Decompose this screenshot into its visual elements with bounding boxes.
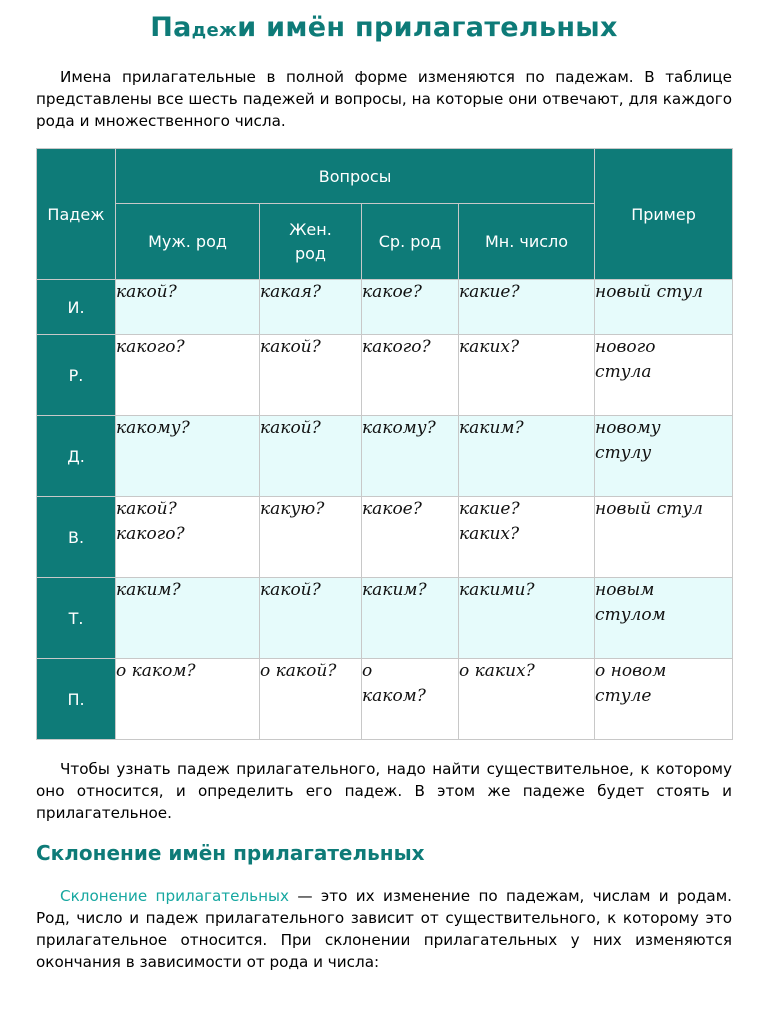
header-fem: Жен. род xyxy=(260,204,362,280)
section-term: Склонение прилагательных xyxy=(60,887,290,905)
cell-line: стуле xyxy=(595,686,652,706)
cell-plural xyxy=(459,659,595,740)
cell-fem xyxy=(260,335,362,416)
section-text: — это их изменение по падежам, числам и родам. Род, число и падеж прилагательного зависит от существительного, к которому это прилагательное относится. При склонении прилагательных у них изменяются окончания в зависимости от рода и числа: xyxy=(36,887,732,971)
table-row xyxy=(37,416,733,497)
cell-masc xyxy=(116,280,260,335)
cell-example xyxy=(595,416,733,497)
cell-line: какой? xyxy=(116,499,177,519)
cell-line: какой? xyxy=(260,418,321,438)
cell-line: какой? xyxy=(116,282,177,302)
cell-plural xyxy=(459,578,595,659)
cell-line: каким? xyxy=(116,580,181,600)
cell-line: каким? xyxy=(362,580,427,600)
case-label: Т. xyxy=(37,578,116,659)
cell-fem xyxy=(260,416,362,497)
case-label: Р. xyxy=(37,335,116,416)
cell-plural xyxy=(459,280,595,335)
cell-plural xyxy=(459,335,595,416)
table-row xyxy=(37,335,733,416)
cell-line: новому xyxy=(595,418,661,438)
cell-line: каким? xyxy=(459,418,524,438)
cell-neut xyxy=(362,335,459,416)
intro-paragraph: Имена прилагательные в полной форме изменяются по падежам. В таблице представлены все шесть падежей и вопросы, на которые они отвечают, для каждого рода и множественного числа. xyxy=(36,68,732,130)
cell-line: новый стул xyxy=(595,282,703,302)
cell-line: какому? xyxy=(116,418,190,438)
cell-masc xyxy=(116,659,260,740)
cell-fem xyxy=(260,280,362,335)
cell-example xyxy=(595,659,733,740)
cell-line: какое? xyxy=(362,282,422,302)
title-part-1: Па xyxy=(150,12,192,43)
cell-fem xyxy=(260,659,362,740)
header-example: Пример xyxy=(595,149,733,280)
cell-line: какую? xyxy=(260,499,325,519)
cell-neut xyxy=(362,497,459,578)
cell-line: какими? xyxy=(459,580,535,600)
cell-masc xyxy=(116,497,260,578)
header-questions: Вопросы xyxy=(116,149,595,204)
cell-line: какая? xyxy=(260,282,321,302)
cell-plural xyxy=(459,497,595,578)
cell-line: каких? xyxy=(459,337,520,357)
cell-masc xyxy=(116,578,260,659)
page-title xyxy=(36,12,732,43)
cell-line: каких? xyxy=(459,524,520,544)
case-label: В. xyxy=(37,497,116,578)
cell-line: какому? xyxy=(362,418,436,438)
header-neut: Ср. род xyxy=(362,204,459,280)
header-plural: Мн. число xyxy=(459,204,595,280)
cell-line: о новом xyxy=(595,661,667,681)
cell-line: о xyxy=(362,661,373,681)
case-label: И. xyxy=(37,280,116,335)
cell-line: стулом xyxy=(595,605,666,625)
section-title: Склонение имён прилагательных xyxy=(36,841,425,865)
cell-line: о каких? xyxy=(459,661,535,681)
cell-neut xyxy=(362,416,459,497)
cell-line: какое? xyxy=(362,499,422,519)
cell-line: какие? xyxy=(459,282,520,302)
cell-line: новый стул xyxy=(595,499,703,519)
case-label: П. xyxy=(37,659,116,740)
cell-example xyxy=(595,280,733,335)
table-row xyxy=(37,659,733,740)
cell-line: какого? xyxy=(116,524,185,544)
table-row xyxy=(37,578,733,659)
cell-line: стулу xyxy=(595,443,652,463)
cell-line: какого? xyxy=(362,337,431,357)
cell-neut xyxy=(362,280,459,335)
cell-line: о какой? xyxy=(260,661,337,681)
cell-line: новым xyxy=(595,580,655,600)
cell-masc xyxy=(116,335,260,416)
after-table-paragraph: Чтобы узнать падеж прилагательного, надо найти существительное, к которому оно относится, и определить его падеж. В этом же падеже будет стоять и прилагательное. xyxy=(36,760,732,822)
cell-fem xyxy=(260,578,362,659)
case-label: Д. xyxy=(37,416,116,497)
cell-line: какого? xyxy=(116,337,185,357)
cell-example xyxy=(595,335,733,416)
cell-line: нового xyxy=(595,337,656,357)
cell-line: стула xyxy=(595,362,652,382)
cell-line: каком? xyxy=(362,686,426,706)
cell-line: какие? xyxy=(459,499,520,519)
cell-line: какой? xyxy=(260,337,321,357)
header-case: Падеж xyxy=(37,149,116,280)
cell-line: о каком? xyxy=(116,661,196,681)
header-masc: Муж. род xyxy=(116,204,260,280)
section-paragraph xyxy=(36,885,732,973)
table-row xyxy=(37,497,733,578)
title-part-2: деж xyxy=(191,20,238,41)
cell-neut xyxy=(362,659,459,740)
cell-example xyxy=(595,578,733,659)
cell-masc xyxy=(116,416,260,497)
cell-plural xyxy=(459,416,595,497)
cell-neut xyxy=(362,578,459,659)
cell-line: какой? xyxy=(260,580,321,600)
cases-table xyxy=(36,148,733,740)
table-row xyxy=(37,280,733,335)
cell-fem xyxy=(260,497,362,578)
title-part-3: и имён прилагательных xyxy=(237,12,618,43)
table-body xyxy=(37,280,733,740)
cell-example xyxy=(595,497,733,578)
